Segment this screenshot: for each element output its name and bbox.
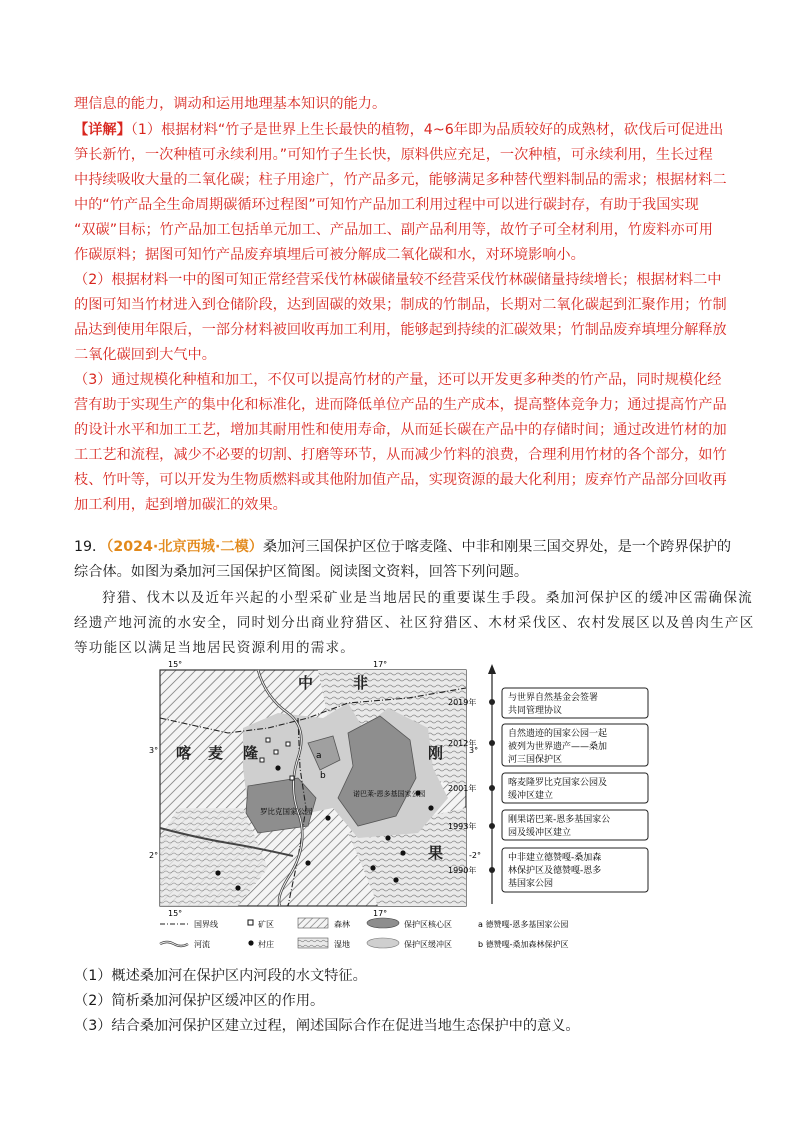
label-a: a [316,751,322,761]
lon-top-15: 15° [168,660,183,669]
timeline-text-2012-3: 河三国保护区 [508,755,563,765]
question-number: 19． [74,539,107,555]
detail-p2-line-4: 二氧化碳回到大气中。 [74,347,216,363]
legend-river-label: 河流 [194,940,210,949]
timeline-year-2001: 2001年 [448,784,477,793]
park-nouabale-label: 诺巴莱-恩多基国家公园 [353,790,426,798]
detail-p1-line-2: 笋长新竹，一次种植可永续利用。”可知竹子生长快，原料供应充足，一次种植，可永续利用，生长过程 [74,147,713,163]
legend-forest-symbol [298,918,328,928]
answer-line-0: 理信息的能力，调动和运用地理基本知识的能力。 [74,96,387,112]
lon-bottom-17: 17° [373,909,388,918]
detail-p3-line-5: 枝、竹叶等，可以开发为生物质燃料或其他附加值产品，实现资源的最大化利用；废弃竹产品部分回收再 [74,472,727,488]
legend-mine-label: 矿区 [258,920,274,929]
country-cam-3: 隆 [243,744,259,762]
timeline-events [448,688,648,892]
lat-left-3: 3° [149,746,159,755]
timeline-arrow [488,664,496,674]
detail-p1-line-5: “双碳”目标；竹产品加工包括单元加工、产品加工、副产品利用等，故竹子可全材利用，竹废料亦可用 [74,222,713,238]
timeline-text-2001-2: 缓冲区建立 [508,791,554,801]
timeline-text-2001-1: 喀麦隆罗比克国家公园及 [508,778,608,788]
legend-buffer-label: 保护区缓冲区 [404,940,452,949]
legend-village-label: 村庄 [258,940,274,949]
legend-core-label: 保护区核心区 [404,920,452,929]
detail-p2-line-1: （2）根据材料一中的图可知正常经营采伐竹林碳储量较不经营采伐竹林碳储量持续增长；根据材料二中 [74,272,722,288]
timeline-event-1993 [448,810,648,840]
sub-question-3: （3）结合桑加河保护区建立过程，阐述国际合作在促进当地生态保护中的意义。 [74,1018,580,1034]
lat-right-3: 3° [469,746,479,755]
legend-river-inner [160,942,188,946]
lon-top-17: 17° [373,660,388,669]
question-stem-text: 桑加河三国保护区位于喀麦隆、中非和刚果三国交界处，是一个跨界保护的 [262,539,732,555]
timeline-text-2012-2: 被列为世界遗产——桑加 [508,742,608,752]
legend-a-desc: a 德赞嘎-恩多基国家公园 [478,920,569,929]
lat-left-2: 2° [149,851,159,860]
country-congo-1: 刚 [428,744,444,762]
timeline-text-2012-1: 自然遗迹的国家公园一起 [508,729,608,739]
sangha-trinational-map-figure [148,658,654,954]
detail-p1-text-0: （1）根据材料“竹子是世界上生长最快的植物，4~6年即为品质较好的成熟材，砍伐后可促进出 [130,122,724,138]
timeline-text-1993-2: 园及缓冲区建立 [508,828,572,838]
detail-p3-line-2: 营有助于实现生产的集中化和标准化，进而降低单位产品的生产成本，提高整体竞争力；通过提高竹产品 [74,397,727,413]
detail-p3-line-3: 的设计水平和加工工艺，增加其耐用性和使用寿命，从而延长碳在产品中的存储时间；通过改进竹材的加 [74,422,727,438]
material-line-2: 经遗产地河流的水安全，同时划分出商业狩猎区、社区狩猎区、木材采伐区、农村发展区以及兽肉生产区 [74,615,755,631]
timeline-event-2012 [448,724,648,766]
material-line-3: 等功能区以满足当地居民资源利用的需求。 [74,640,356,656]
detail-p1-line-4: 中的“竹产品全生命周期碳循环过程图”可知竹产品加工利用过程中可以进行碳封存，有助于我国实现 [74,197,699,213]
timeline-year-1990: 1990年 [448,866,477,875]
question-source: （2024·北京西城·二模） [106,539,263,555]
question-stem-line-1 [74,537,734,557]
country-car-2: 非 [353,674,369,692]
legend-forest-label: 森林 [334,920,350,929]
legend-b-desc: b 德赞嘎-桑加森林保护区 [478,940,569,949]
legend-wetland-symbol [298,938,328,948]
detail-p2-line-3: 品达到使用年限后，一部分材料被回收再加工利用，能够起到持续的汇碳效果；竹制品废弃填埋分解释放 [74,322,727,338]
timeline-text-1993-1: 刚果诺巴莱-恩多基国家公 [508,815,611,825]
map-legend [160,918,569,949]
detail-p3-line-1: （3）通过规模化种植和加工，不仅可以提高竹材的产量，还可以开发更多种类的竹产品，同时规模化经 [74,372,722,388]
detail-tag: 【详解】 [74,122,131,138]
detail-paragraph-1-line-1 [74,120,734,140]
timeline-year-1993: 1993年 [448,822,477,831]
timeline-text-1990-3: 基国家公园 [508,879,554,889]
question-stem-line-2: 综合体。如图为桑加河三国保护区简图。阅读图文资料，回答下列问题。 [74,564,529,580]
sub-question-1: （1）概述桑加河在保护区内河段的水文特征。 [74,968,367,984]
map-svg [148,658,654,954]
detail-p3-line-4: 工工艺和流程，减少不必要的切割、打磨等环节，从而减少竹料的浪费，合理利用竹材的各个部分，如竹 [74,447,727,463]
legend-buffer-symbol [367,938,399,948]
detail-p1-line-6: 作碳原料；据图可知竹产品废弃填埋后可被分解成二氧化碳和水，对环境影响小。 [74,247,585,263]
timeline-text-1990-1: 中非建立德赞嘎-桑加森 [508,853,602,863]
timeline-text-2019-1: 与世界自然基金会签署 [508,693,599,703]
detail-p3-line-6: 加工利用，起到增加碳汇的效果。 [74,497,287,513]
legend-mine-symbol [248,920,253,925]
timeline-year-2012: 2012年 [448,739,477,748]
timeline-event-2001 [448,773,648,803]
timeline-year-2019: 2019年 [448,698,477,707]
country-congo-2: 果 [428,844,444,862]
legend-village-symbol [248,940,253,945]
legend-border-label: 国界线 [194,920,218,929]
sub-question-2: （2）简析桑加河保护区缓冲区的作用。 [74,993,325,1009]
detail-p1-line-3: 中持续吸收大量的二氧化碳；柱子用途广，竹产品多元，能够满足多种替代塑料制品的需求；根据材料二 [74,172,727,188]
country-car-1: 中 [298,674,314,692]
detail-p2-line-2: 的图可知当竹材进入到仓储阶段，达到固碳的效果；制成的竹制品，长期对二氧化碳起到汇聚作用；竹制 [74,297,727,313]
lat-right-neg2: -2° [469,851,481,860]
label-b: b [320,771,326,781]
timeline-text-2019-2: 共同管理协议 [508,706,563,716]
timeline-text-1990-2: 林保护区及德赞嘎-恩多 [508,866,602,876]
legend-wetland-label: 湿地 [334,940,350,949]
lon-bottom-15: 15° [168,909,183,918]
country-cam-1: 喀 [176,744,192,762]
timeline-event-2019 [448,688,648,718]
country-cam-2: 麦 [208,744,224,762]
core-zone-lobeke [246,778,316,833]
park-lobeke-label: 罗比克国家公园 [260,807,313,816]
material-line-1: 狩猎、伐木以及近年兴起的小型采矿业是当地居民的重要谋生手段。桑加河保护区的缓冲区需确保流 [102,590,753,606]
legend-core-symbol [367,918,399,928]
